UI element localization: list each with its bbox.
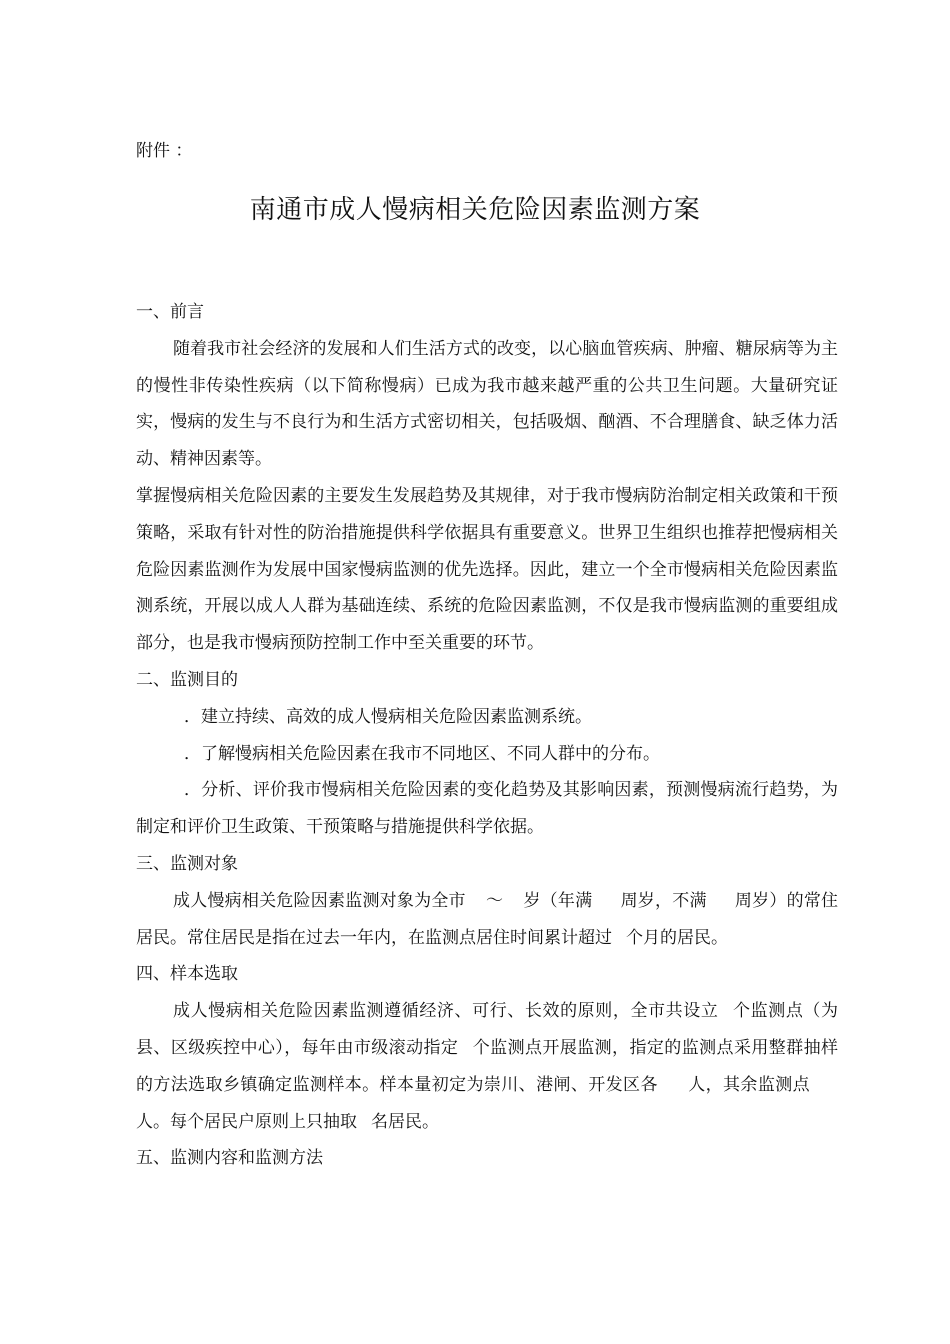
subjects-text-e: 周岁）的常住居民。常住居民是指在过去一年内，在监测点居住时间累计超过 bbox=[136, 890, 839, 948]
section-heading-objectives: 二、监测目的 bbox=[136, 669, 238, 690]
section-heading-preface: 一、前言 bbox=[136, 302, 204, 322]
sampling-text-e: 人。每个居民户原则上只抽取 bbox=[136, 1111, 357, 1132]
sampling-text-d: 人，其余监测点 bbox=[687, 1074, 811, 1095]
sampling-text-a: 成人慢病相关危险因素监测遵循经济、可行、长效的原则，全市共设立 bbox=[173, 1001, 719, 1022]
objective-item-1: ．建立持续、高效的成人慢病相关危险因素监测系统。 bbox=[184, 706, 592, 727]
section-heading-sampling: 四、样本选取 bbox=[136, 964, 238, 985]
document-body bbox=[136, 294, 838, 1177]
sampling-text-b: 个监测点（为县、区级疾控中心），每年由市级滚动指定 bbox=[136, 1001, 839, 1058]
section-heading-subjects: 三、监测对象 bbox=[136, 853, 238, 874]
objective-item-3: ．分析、评价我市慢病相关危险因素的变化趋势及其影响因素，预测慢病流行趋势，为制定和评价卫生政策、干预策略与措施提供科学依据。 bbox=[136, 780, 838, 838]
document-title: 南通市成人慢病相关危险因素监测方案 bbox=[249, 195, 701, 225]
objective-item-2: ．了解慢病相关危险因素在我市不同地区、不同人群中的分布。 bbox=[184, 743, 660, 764]
subjects-text-b: ～ bbox=[485, 890, 504, 911]
subjects-text-d: 周岁，不满 bbox=[620, 890, 707, 911]
subjects-text-f: 个月的居民。 bbox=[626, 927, 728, 948]
sampling-paragraph bbox=[136, 993, 838, 1140]
sampling-text-f: 名居民。 bbox=[371, 1111, 439, 1132]
subjects-text-c: 岁（年满 bbox=[523, 890, 593, 911]
preface-paragraph-1: 随着我市社会经济的发展和人们生活方式的改变，以心脑血管疾病、肿瘤、糖尿病等为主的慢性非传染性疾病（以下简称慢病）已成为我市越来越严重的公共卫生问题。大量研究证实，慢病的发生与不良行为和生活方式密切相关，包括吸烟、酗酒、不合理膳食、缺乏体力活动、精神因素等。 bbox=[136, 338, 838, 470]
section-heading-methods: 五、监测内容和监测方法 bbox=[136, 1148, 323, 1169]
sampling-text-c: 个监测点开展监测，指定的监测点采用整群抽样的方法选取乡镇确定监测样本。样本量初定为崇川、港闸、开发区各 bbox=[136, 1037, 839, 1095]
attachment-label: 附件 ： bbox=[136, 141, 193, 161]
preface-paragraph-2: 掌握慢病相关危险因素的主要发生发展趋势及其规律，对于我市慢病防治制定相关政策和干预策略，采取有针对性的防治措施提供科学依据具有重要意义。世界卫生组织也推荐把慢病相关危险因素监测作为发展中国家慢病监测的优先选择。因此，建立一个全市慢病相关危险因素监测系统，开展以成人人群为基础连续、系统的危险因素监测，不仅是我市慢病监测的重要组成部分，也是我市慢病预防控制工作中至关重要的环节。 bbox=[136, 485, 838, 654]
subjects-paragraph bbox=[136, 883, 838, 957]
subjects-text-a: 成人慢病相关危险因素监测对象为全市 bbox=[173, 890, 466, 911]
